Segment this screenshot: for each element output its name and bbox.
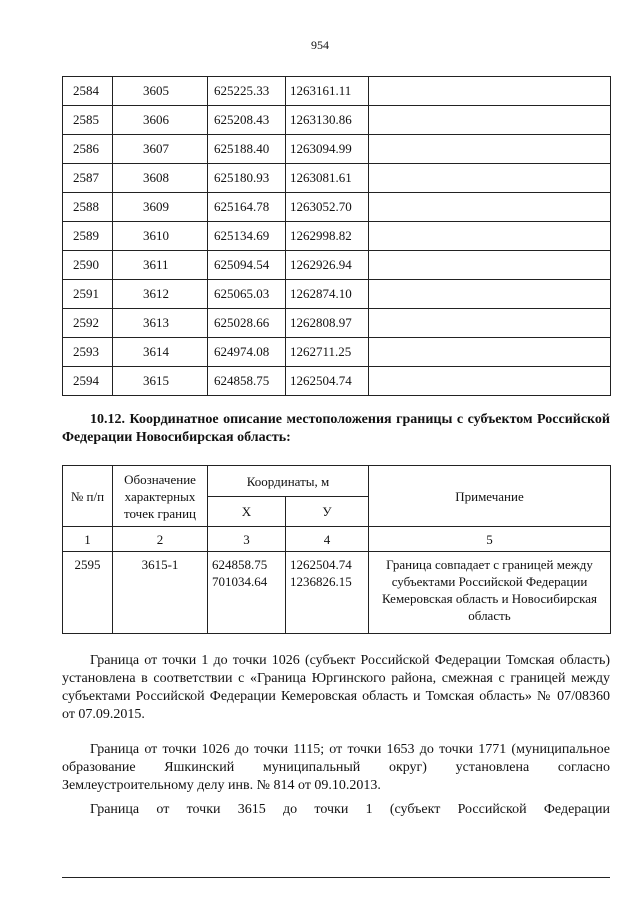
row-x: 625225.33	[208, 77, 286, 106]
row-note	[369, 193, 611, 222]
header-designation: Обозначение характерных точек границ	[113, 466, 208, 527]
header-y: У	[286, 497, 369, 527]
table-row	[63, 552, 611, 634]
row-note	[369, 338, 611, 367]
row-point: 3606	[113, 106, 208, 135]
row-num: 2588	[63, 193, 113, 222]
paragraph-2: Граница от точки 1026 до точки 1115; от точки 1653 до точки 1771 (муниципальное образование Яшкинский муниципальный округ) установлена согласно Землеустроительному делу инв. № 814 от 09.10.2013.	[62, 742, 610, 793]
x-value: 701034.64	[212, 574, 268, 589]
row-num: 2591	[63, 280, 113, 309]
row-x: 625065.03	[208, 280, 286, 309]
row-x: 624858.75	[208, 367, 286, 396]
header-note: Примечание	[369, 466, 611, 527]
column-index: 1	[63, 527, 113, 552]
row-num: 2595	[63, 552, 113, 634]
row-num: 2592	[63, 309, 113, 338]
row-note	[369, 367, 611, 396]
row-point: 3615	[113, 367, 208, 396]
y-value: 1262504.74	[290, 557, 352, 572]
table-row	[63, 280, 611, 309]
row-point: 3609	[113, 193, 208, 222]
row-note	[369, 164, 611, 193]
row-x: 625180.93	[208, 164, 286, 193]
row-num: 2587	[63, 164, 113, 193]
table-row	[63, 106, 611, 135]
row-point: 3607	[113, 135, 208, 164]
table-row	[63, 164, 611, 193]
row-y: 1263094.99	[286, 135, 369, 164]
section-heading: 10.12. Координатное описание местоположения границы с субъектом Российской Федерации Новосибирская область:	[62, 412, 610, 445]
row-note	[369, 106, 611, 135]
row-note: Граница совпадает с границей между субъектами Российской Федерации Кемеровская область и Новосибирская область	[369, 552, 611, 634]
row-num: 2589	[63, 222, 113, 251]
row-note	[369, 77, 611, 106]
row-y: 1263130.86	[286, 106, 369, 135]
row-x: 625208.43	[208, 106, 286, 135]
row-x: 625094.54	[208, 251, 286, 280]
row-note	[369, 251, 611, 280]
x-value: 624858.75	[212, 557, 268, 572]
row-x: 625164.78	[208, 193, 286, 222]
row-y: 1262504.74	[286, 367, 369, 396]
row-num: 2594	[63, 367, 113, 396]
column-index-row	[63, 527, 611, 552]
column-index: 2	[113, 527, 208, 552]
table-row	[63, 367, 611, 396]
header-coordinates: Координаты, м	[208, 466, 369, 497]
row-y: 1263161.11	[286, 77, 369, 106]
table-row	[63, 309, 611, 338]
paragraph-3: Граница от точки 3615 до точки 1 (субъект Российской Федерации	[90, 802, 610, 817]
row-num: 2593	[63, 338, 113, 367]
row-point: 3615-1	[113, 552, 208, 634]
row-point: 3605	[113, 77, 208, 106]
row-y: 1262711.25	[286, 338, 369, 367]
row-point: 3614	[113, 338, 208, 367]
paragraph-1: Граница от точки 1 до точки 1026 (субъект Российской Федерации Томская область) установлена в соответствии с «Граница Юргинского района, смежная с границей между субъектами Российской Федерации Кемеровская область и Томская область» № 07/08360 от 07.09.2015.	[62, 653, 610, 722]
table-row	[63, 135, 611, 164]
row-x	[208, 552, 286, 634]
column-index: 5	[369, 527, 611, 552]
row-note	[369, 309, 611, 338]
row-num: 2590	[63, 251, 113, 280]
row-x: 625188.40	[208, 135, 286, 164]
row-point: 3612	[113, 280, 208, 309]
row-note	[369, 135, 611, 164]
coordinates-table	[62, 76, 611, 396]
row-point: 3608	[113, 164, 208, 193]
header-x: X	[208, 497, 286, 527]
row-y	[286, 552, 369, 634]
coordinates-table-body	[63, 77, 611, 396]
row-note	[369, 280, 611, 309]
y-value: 1236826.15	[290, 574, 352, 589]
row-point: 3613	[113, 309, 208, 338]
header-num: № п/п	[63, 466, 113, 527]
row-x: 625134.69	[208, 222, 286, 251]
row-y: 1262998.82	[286, 222, 369, 251]
row-x: 625028.66	[208, 309, 286, 338]
table-row	[63, 222, 611, 251]
row-num: 2586	[63, 135, 113, 164]
row-point: 3611	[113, 251, 208, 280]
table-row	[63, 77, 611, 106]
row-y: 1262874.10	[286, 280, 369, 309]
row-y: 1262808.97	[286, 309, 369, 338]
table-row	[63, 251, 611, 280]
table-row	[63, 338, 611, 367]
table-row	[63, 193, 611, 222]
row-point: 3610	[113, 222, 208, 251]
row-y: 1262926.94	[286, 251, 369, 280]
column-index: 3	[208, 527, 286, 552]
page-number: 954	[311, 38, 329, 52]
row-y: 1263052.70	[286, 193, 369, 222]
footer-rule	[62, 877, 610, 878]
border-description-table	[62, 465, 611, 634]
row-note	[369, 222, 611, 251]
row-num: 2584	[63, 77, 113, 106]
column-index: 4	[286, 527, 369, 552]
row-x: 624974.08	[208, 338, 286, 367]
row-y: 1263081.61	[286, 164, 369, 193]
row-num: 2585	[63, 106, 113, 135]
